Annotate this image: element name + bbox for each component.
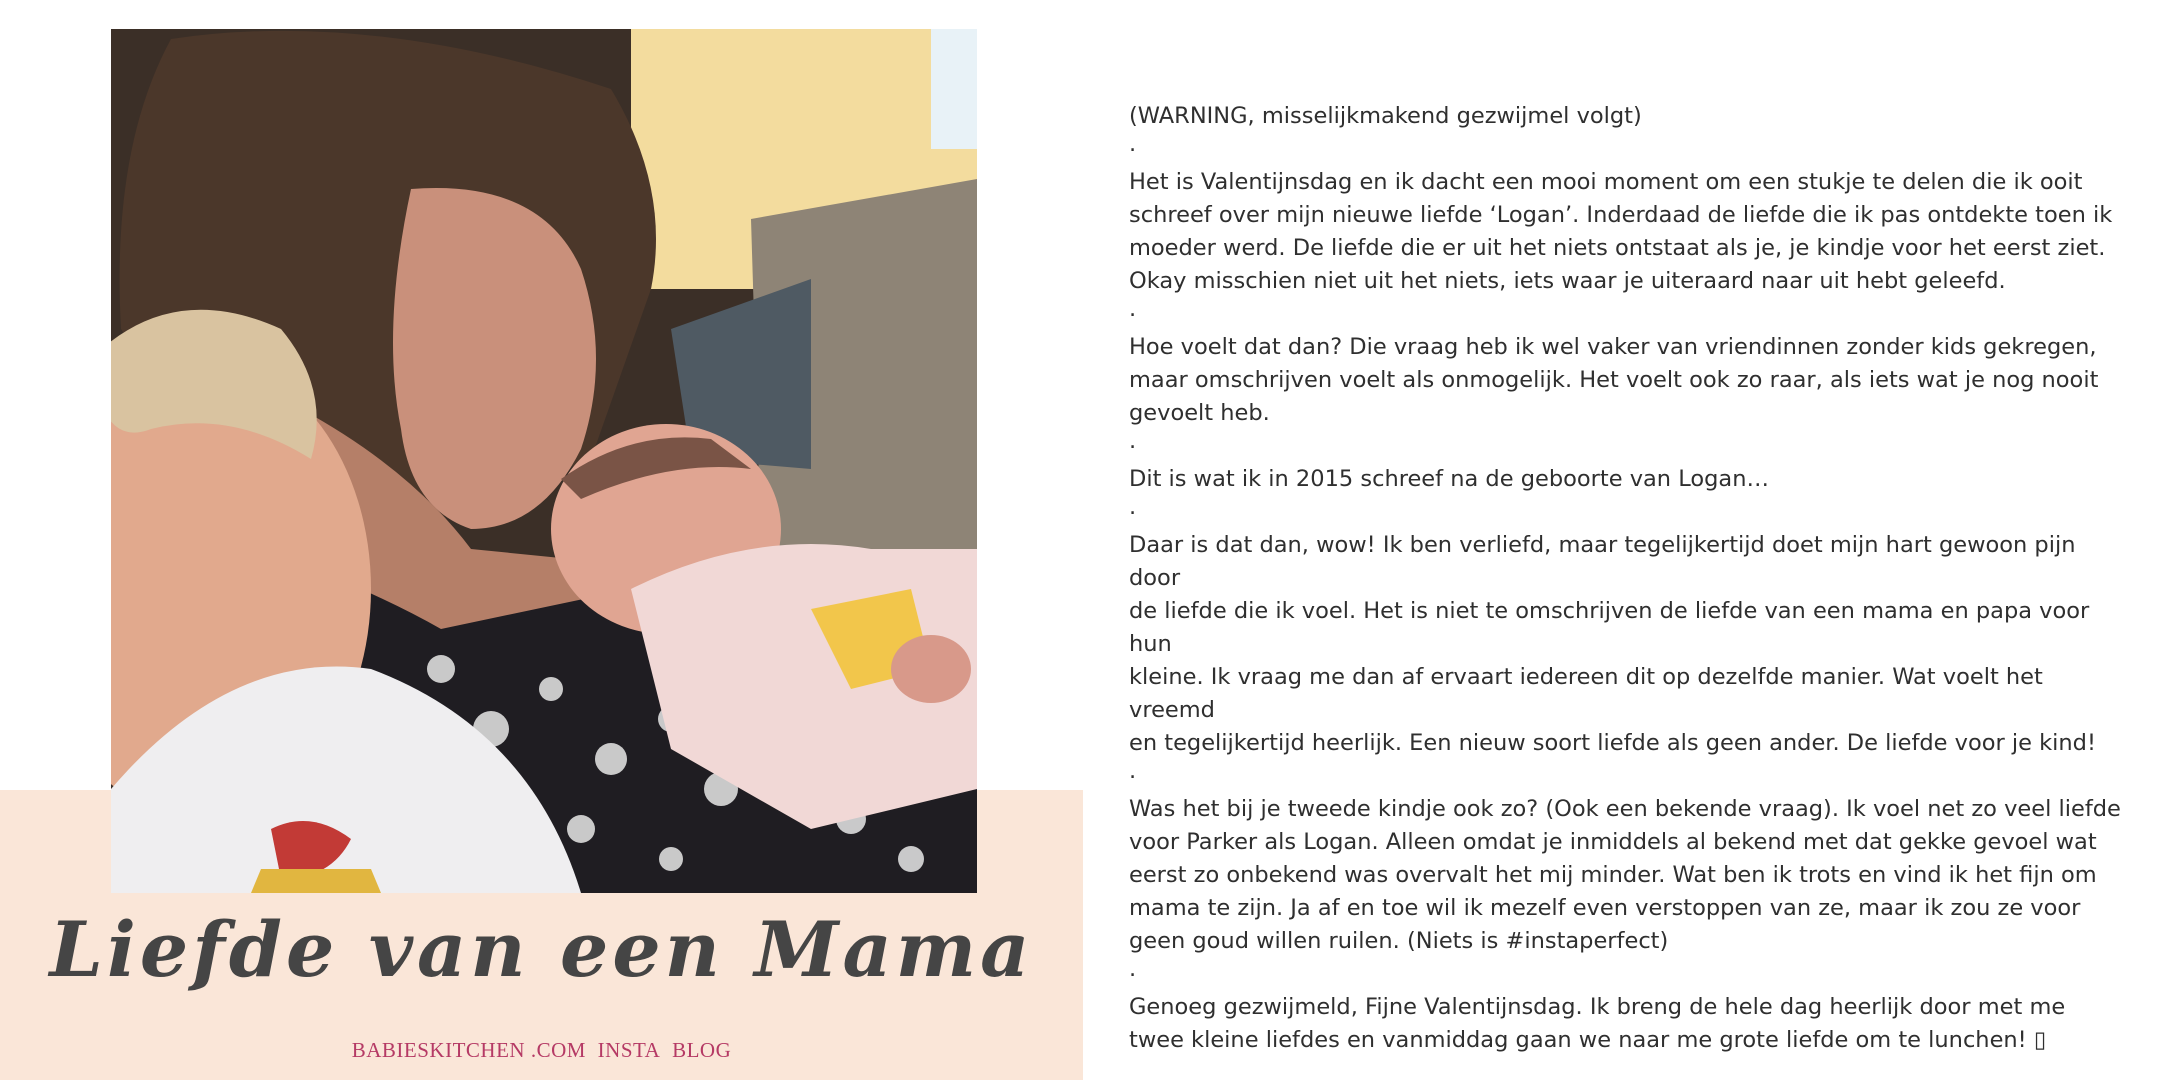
post-title: Liefde van een Mama (49, 905, 1034, 994)
paragraph: Hoe voelt dat dan? Die vraag heb ik wel vaker van vriendinnen zonder kids gekregen, maar omschrijven voelt als onmogelijk. Het voelt ook zo raar, als iets wat je nog nooit gevoelt heb. (1129, 334, 2099, 426)
footer-links (0, 1038, 1083, 1063)
paragraph: Was het bij je tweede kindje ook zo? (Ook een bekende vraag). Ik voel net zo veel liefde voor Parker als Logan. Alleen omdat je inmiddels al bekend met dat gekke gevoel wat eerst zo onbekend was overvalt het mij minder. Wat ben ik trots en vind ik het fijn om mama te zijn. Ja af en toe wil ik mezelf even verstoppen van ze, maar ik zou ze voor geen goud willen ruilen. (Niets is #instaperfect) (1129, 796, 2121, 954)
closing-paragraph: Genoeg gezwijmeld, Fijne Valentijnsdag. Ik breng de hele dag heerlijk door met me twee kleine liefdes en vanmiddag gaan we naar me grote liefde om te lunchen! ▯ (1129, 994, 2066, 1053)
separator-dot: . (1129, 956, 1137, 982)
family-photo (111, 29, 977, 893)
paragraph: Dit is wat ik in 2015 schreef na de geboorte van Logan… (1129, 466, 1769, 492)
separator-dot: . (1129, 494, 1137, 520)
paragraph: Het is Valentijnsdag en ik dacht een mooi moment om een stukje te delen die ik ooit schreef over mijn nieuwe liefde ‘Logan’. Inderdaad de liefde die ik pas ontdekte toen ik moeder werd. De liefde die er uit het niets ontstaat als je, je kindje voor het eerst ziet. Okay misschien niet uit het niets, iets waar je uiteraard naar uit hebt geleefd. (1129, 169, 2113, 294)
site-link[interactable]: BABIESKITCHEN .COM (351, 1038, 586, 1062)
separator-dot: . (1129, 296, 1137, 322)
blog-link[interactable]: BLOG (672, 1038, 732, 1062)
post-body (1129, 100, 2129, 1057)
separator-dot: . (1129, 131, 1137, 157)
separator-dot: . (1129, 758, 1137, 784)
separator-dot: . (1129, 428, 1137, 454)
warning-line: (WARNING, misselijkmakend gezwijmel volgt) (1129, 103, 1642, 129)
insta-link[interactable]: INSTA (597, 1038, 661, 1062)
paragraph: Daar is dat dan, wow! Ik ben verliefd, maar tegelijkertijd doet mijn hart gewoon pijn door de liefde die ik voel. Het is niet te omschrijven de liefde van een mama en papa voor hun kleine. Ik vraag me dan af ervaart iedereen dit op dezelfde manier. Wat voelt het vreemd en tegelijkertijd heerlijk. Een nieuw soort liefde als geen ander. De liefde voor je kind! (1129, 532, 2096, 756)
